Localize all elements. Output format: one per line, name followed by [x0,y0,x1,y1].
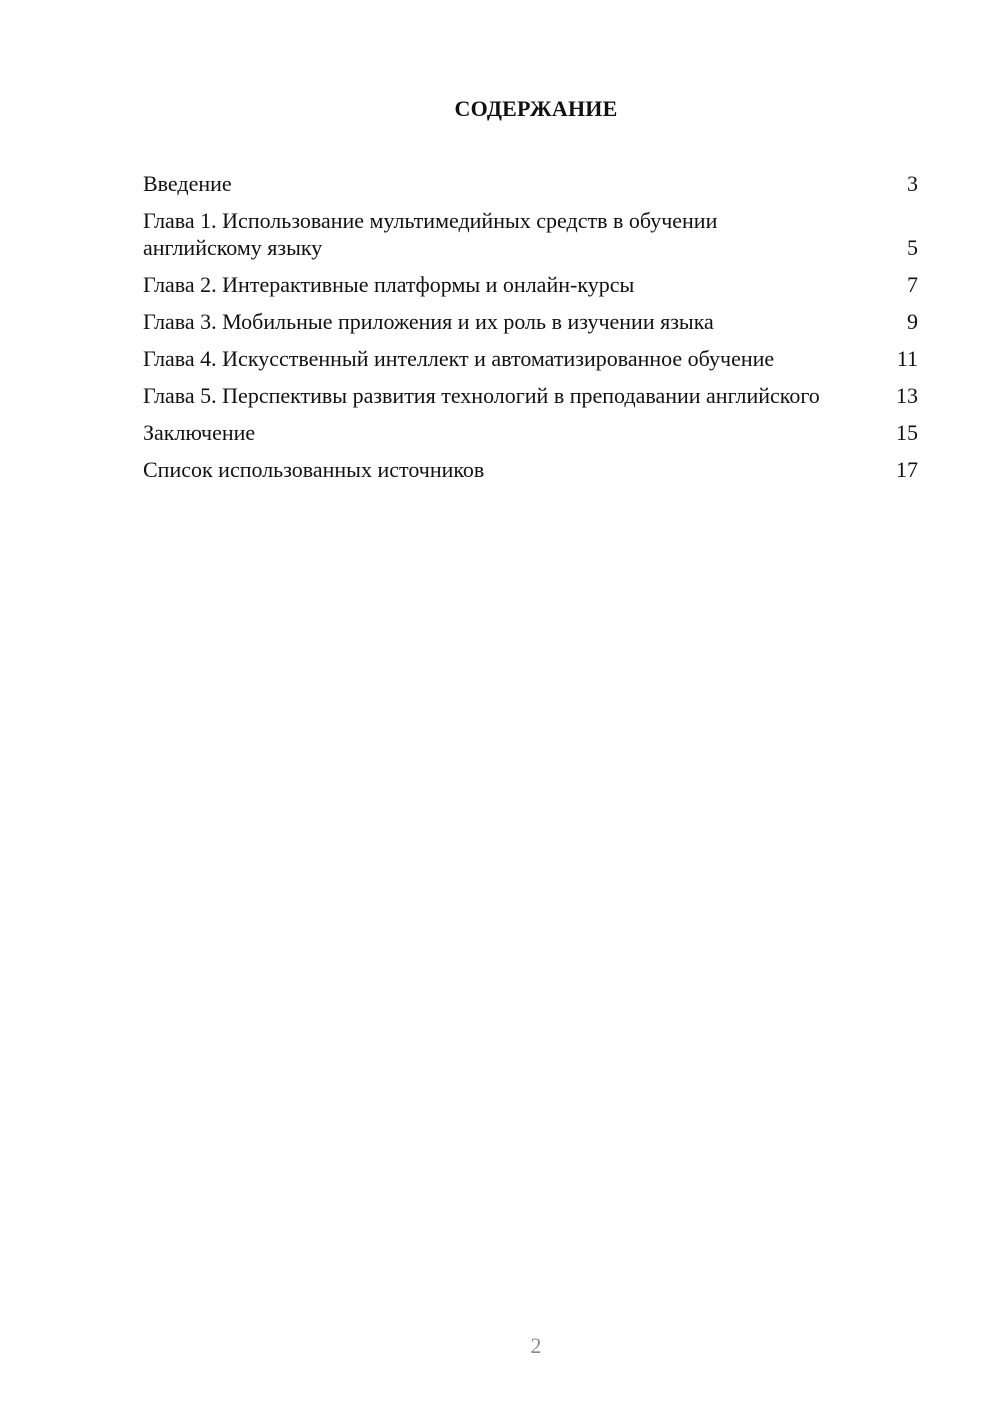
page-number: 2 [530,1333,542,1358]
toc-entry-label: Заключение [143,420,256,445]
table-of-contents [143,170,918,493]
toc-entry-chapter-1 [143,207,918,261]
toc-entry-page: 17 [896,457,918,482]
toc-entry-label: Глава 4. Искусственный интеллект и автоматизированное обучение [143,346,775,371]
toc-entry-chapter-3 [143,308,918,335]
toc-entry-label: Глава 1. Использование мультимедийных средств в обучении английскому языку [143,208,718,260]
toc-entry-conclusion [143,419,918,446]
toc-entry-chapter-4 [143,345,918,372]
toc-entry-references [143,456,918,483]
toc-entry-page: 5 [907,235,918,260]
toc-entry-chapter-5 [143,382,918,409]
toc-entry-page: 9 [907,309,918,334]
toc-entry-label: Введение [143,171,232,196]
toc-entry-introduction [143,170,918,197]
toc-entry-page: 15 [896,420,918,445]
toc-entry-label: Список использованных источников [143,457,485,482]
toc-entry-page: 3 [907,171,918,196]
toc-entry-label: Глава 2. Интерактивные платформы и онлайн-курсы [143,272,635,297]
toc-entry-page: 11 [896,346,918,371]
toc-entry-page: 7 [907,272,918,297]
page-title: СОДЕРЖАНИЕ [454,96,618,121]
toc-entry-chapter-2 [143,271,918,298]
toc-entry-page: 13 [896,383,918,408]
toc-entry-label: Глава 3. Мобильные приложения и их роль в изучении языка [143,309,714,334]
toc-entry-label: Глава 5. Перспективы развития технологий в преподавании английского [143,383,820,408]
